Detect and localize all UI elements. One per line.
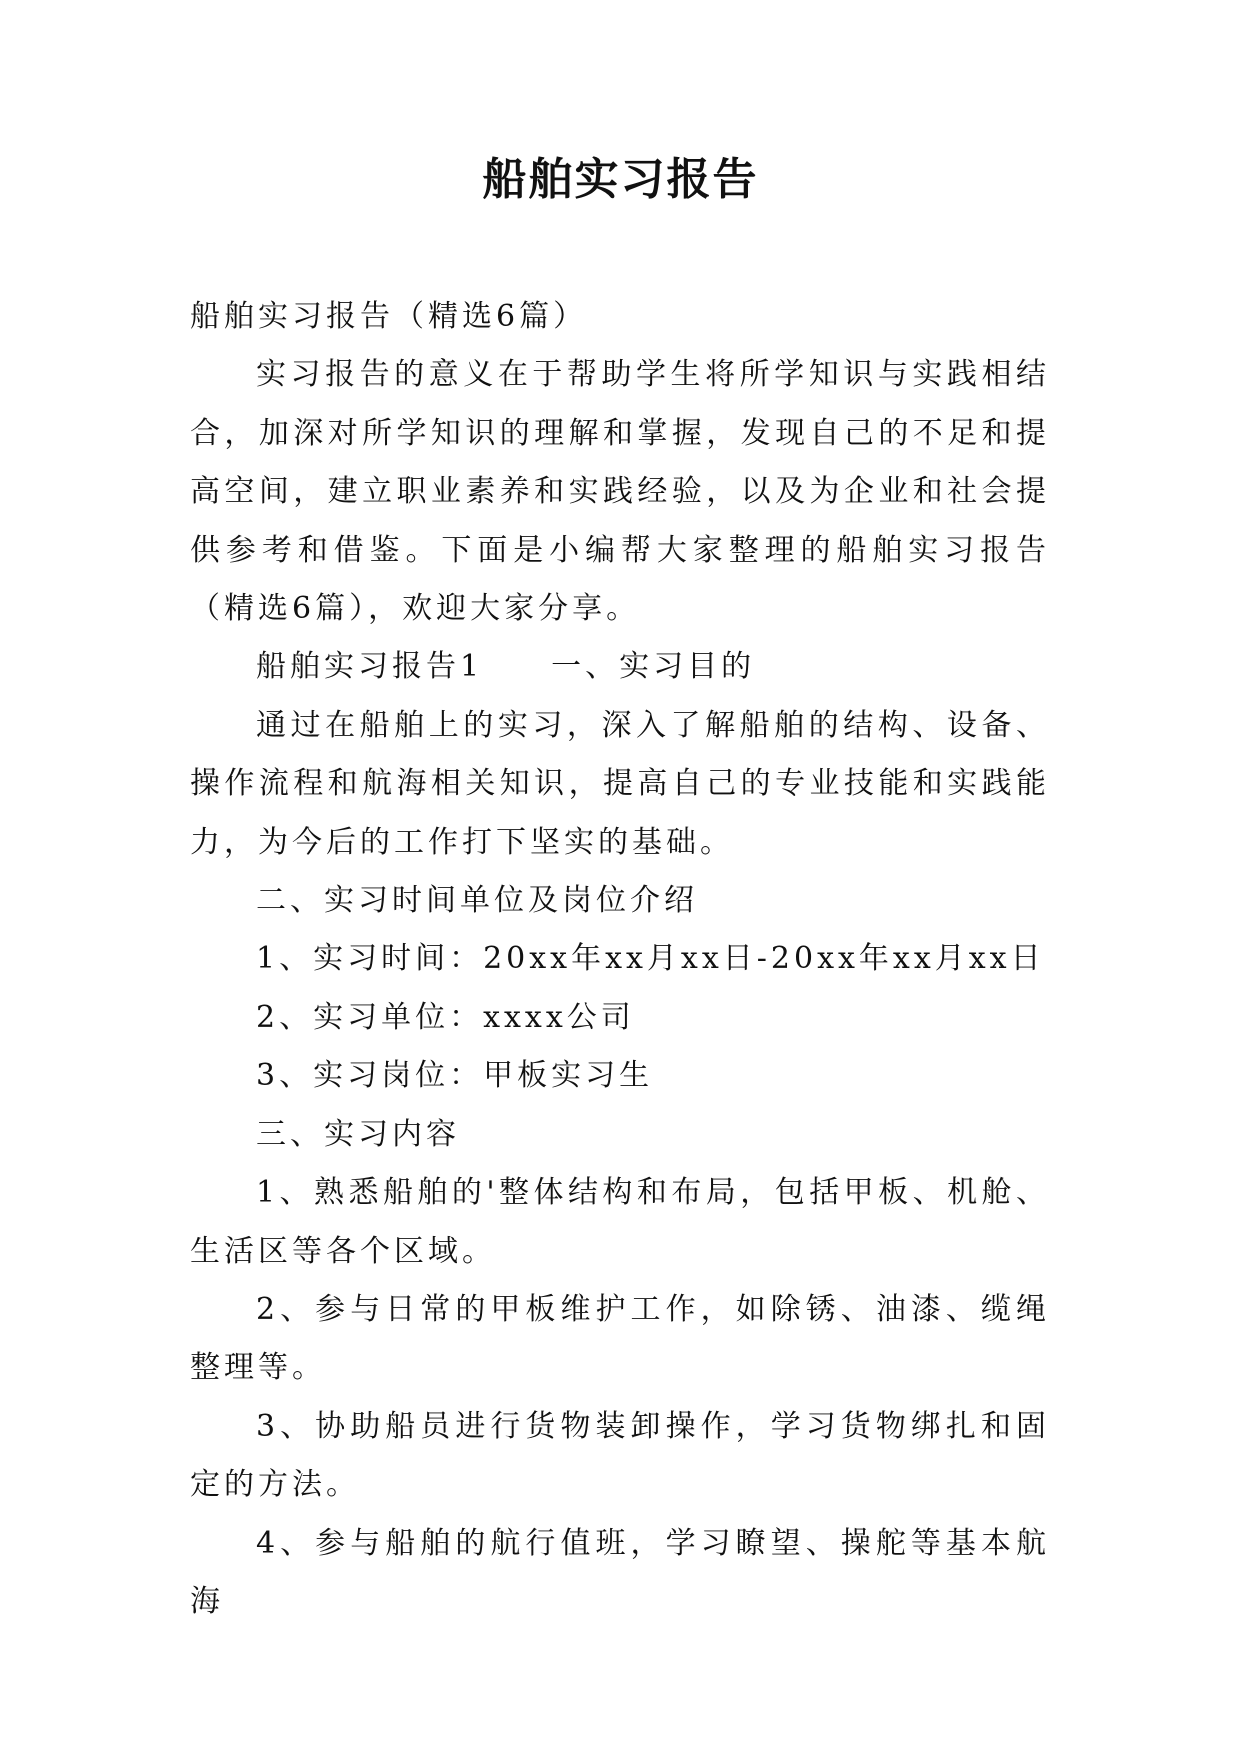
section-2-heading: 二、实习时间单位及岗位介绍 — [256, 883, 698, 919]
internship-company: 2、实习单位：xxxx公司 — [256, 999, 635, 1035]
content-item-2: 2、参与日常的甲板维护工作，如除锈、油漆、缆绳整理等。 — [190, 1291, 1050, 1386]
content-item-4: 4、参与船舶的航行值班，学习瞭望、操舵等基本航海 — [190, 1525, 1050, 1619]
report-1-heading: 船舶实习报告1 一、实习目的 — [256, 649, 756, 685]
content-item-1: 1、熟悉船舶的'整体结构和布局，包括甲板、机舱、生活区等各个区域。 — [190, 1175, 1050, 1269]
content-item-3: 3、协助船员进行货物装卸操作，学习货物绑扎和固定的方法。 — [190, 1408, 1050, 1503]
document-body — [190, 288, 1050, 1631]
intro-paragraph: 实习报告的意义在于帮助学生将所学知识与实践相结合，加深对所学知识的理解和掌握，发现自己的不足和提高空间，建立职业素养和实践经验，以及为企业和社会提供参考和借鉴。下面是小编帮大家整理的船舶实习报告（精选6篇），欢迎大家分享。 — [190, 357, 1050, 627]
internship-position: 3、实习岗位：甲板实习生 — [256, 1058, 654, 1094]
purpose-paragraph: 通过在船舶上的实习，深入了解船舶的结构、设备、操作流程和航海相关知识，提高自己的专业技能和实践能力，为今后的工作打下坚实的基础。 — [190, 707, 1050, 860]
section-3-heading: 三、实习内容 — [256, 1116, 460, 1152]
document-title: 船舶实习报告 — [482, 154, 759, 205]
internship-time: 1、实习时间：20xx年xx月xx日-20xx年xx月xx日 — [256, 941, 1045, 977]
document-subtitle: 船舶实习报告（精选6篇） — [190, 299, 588, 334]
